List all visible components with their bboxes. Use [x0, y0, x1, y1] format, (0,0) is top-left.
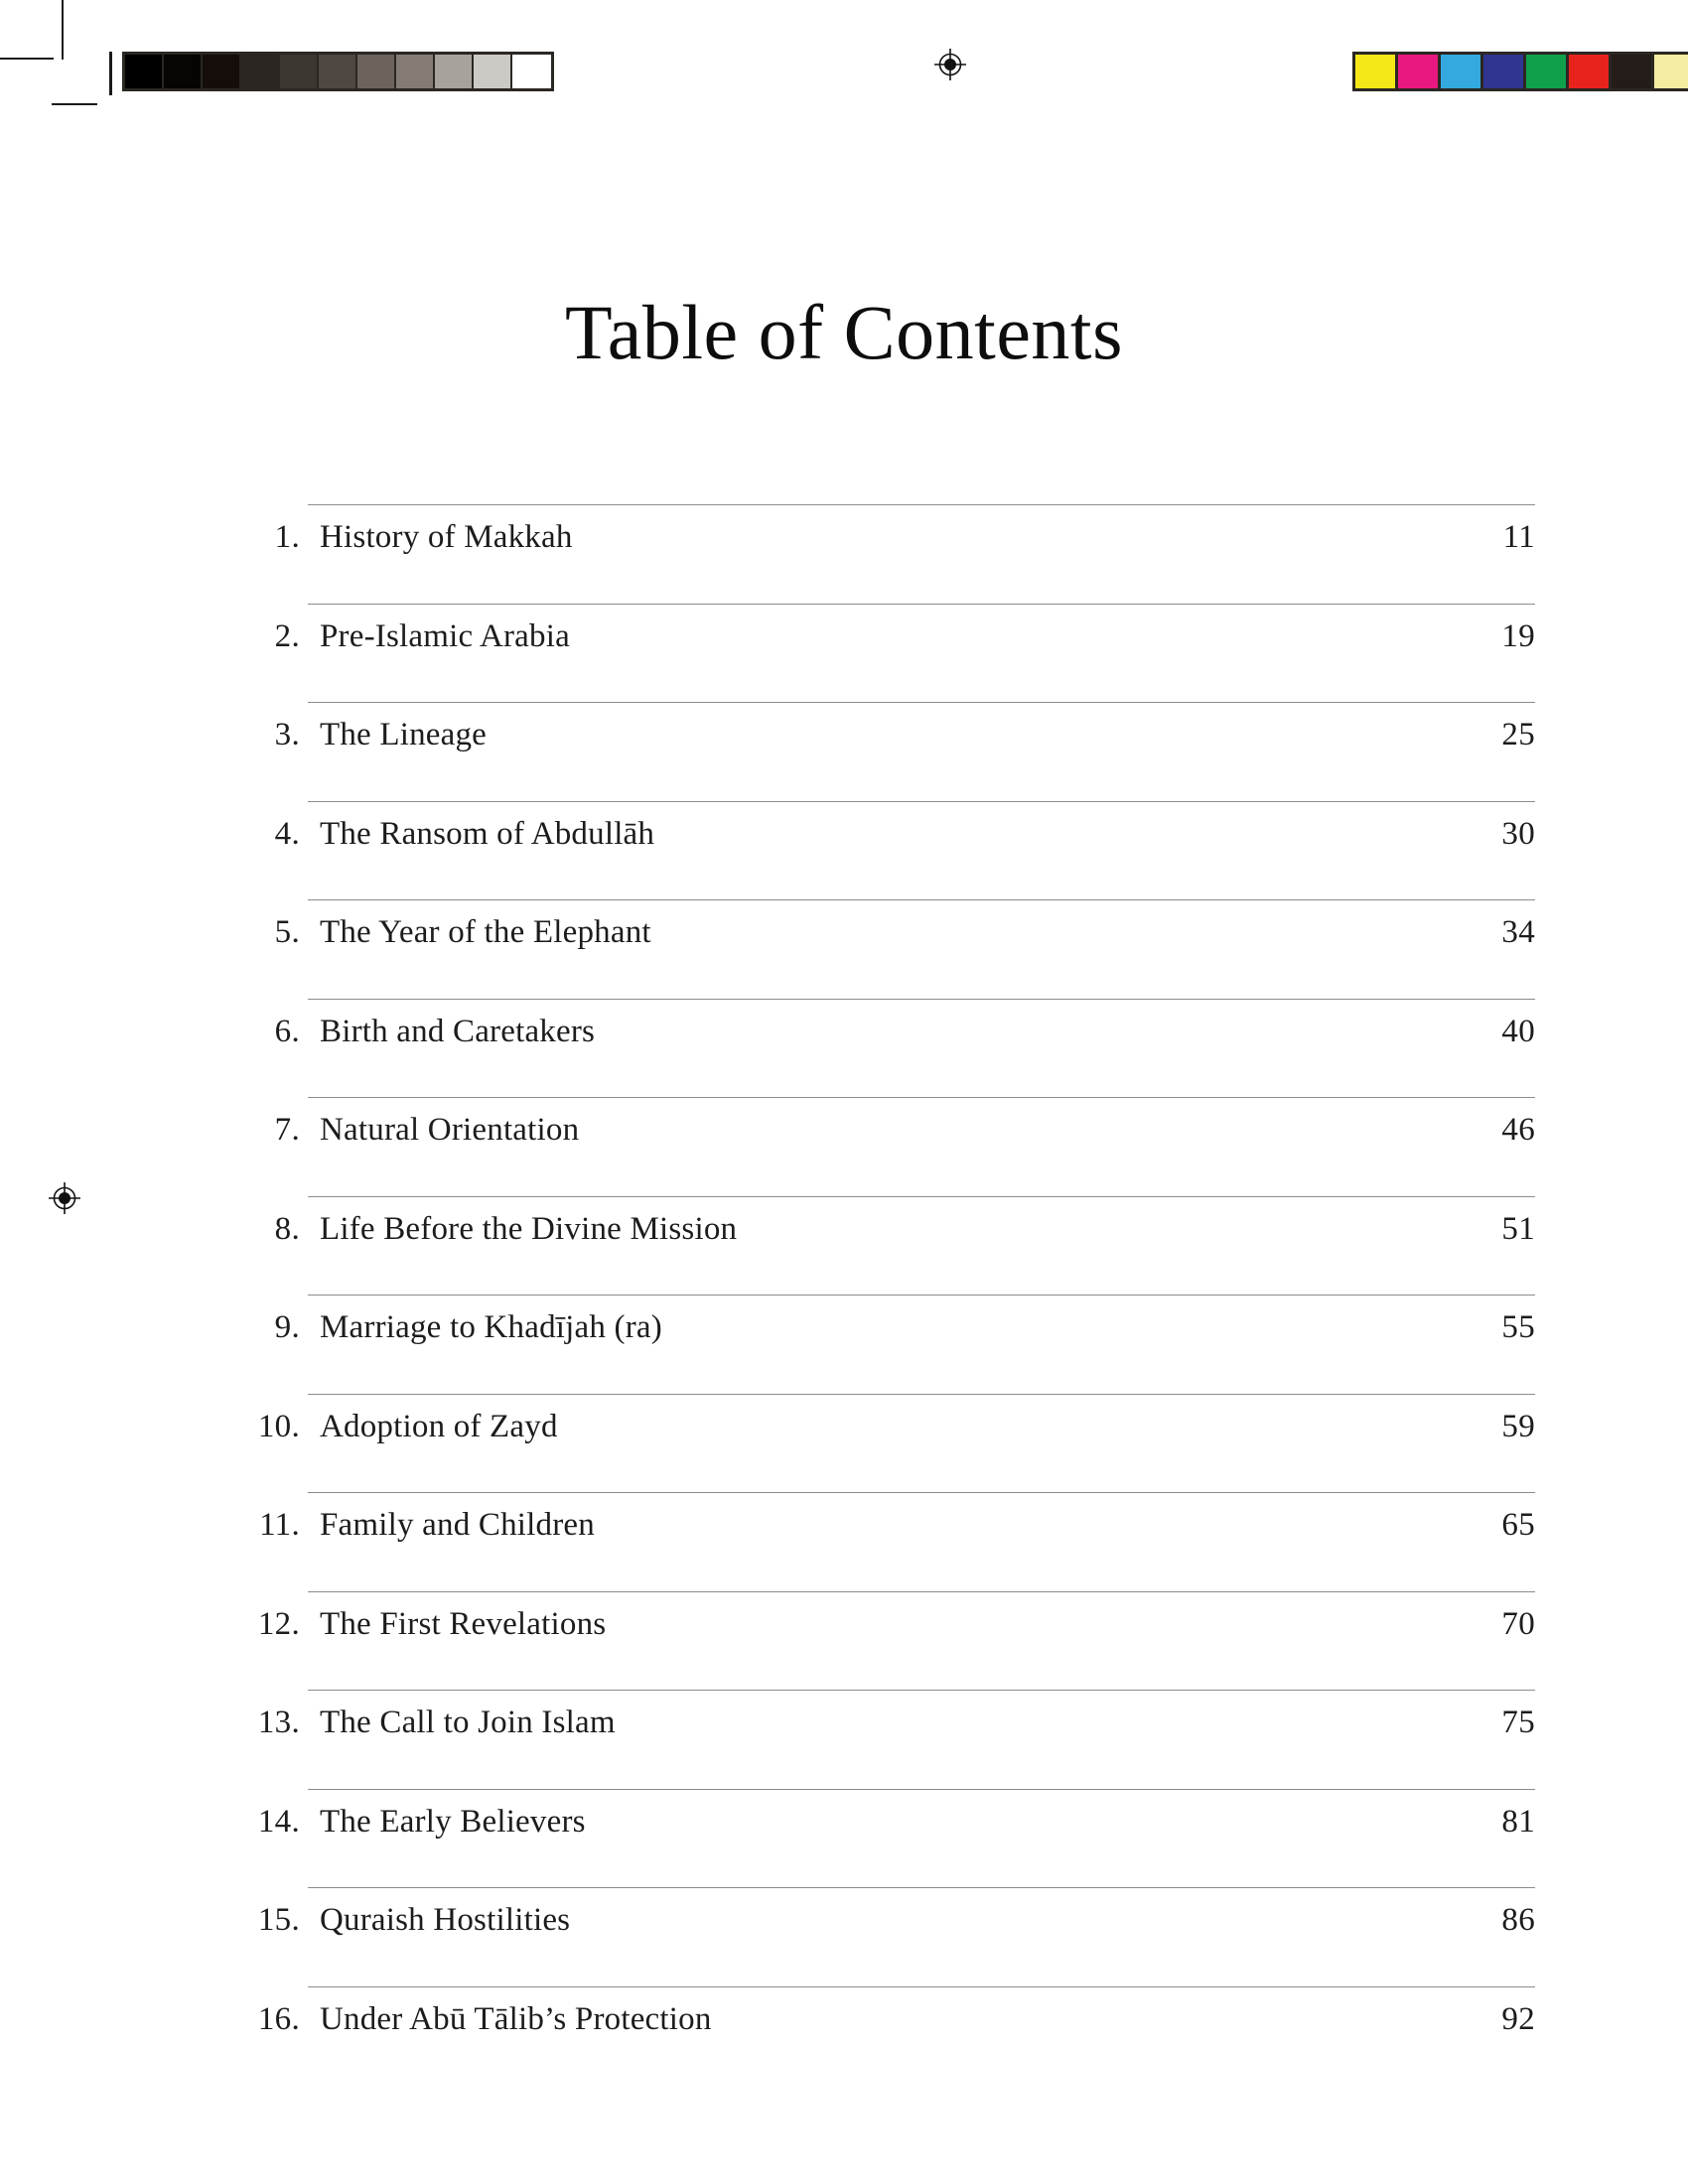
toc-entry-rule: [308, 1789, 1535, 1790]
color-swatch-7: [1612, 55, 1654, 88]
color-swatch-2: [1398, 55, 1441, 88]
toc-entry-number: 11.: [259, 1507, 300, 1543]
crop-mark-horizontal-secondary: [52, 103, 97, 105]
color-swatch-5: [1526, 55, 1569, 88]
toc-entry-number: 14.: [257, 1803, 300, 1840]
toc-entry[interactable]: [234, 604, 1535, 703]
toc-entry-rule: [308, 801, 1535, 802]
grayscale-swatch-11: [512, 55, 551, 88]
toc-entry-rule: [308, 1887, 1535, 1888]
toc-entry[interactable]: [234, 1591, 1535, 1691]
toc-entry-rule: [308, 604, 1535, 605]
toc-entry[interactable]: [234, 1295, 1535, 1394]
toc-entry-page-number: 70: [1501, 1605, 1535, 1642]
toc-entry-title[interactable]: The Year of the Elephant: [320, 914, 651, 950]
toc-entry-number: 2.: [274, 617, 300, 654]
toc-entry-page-number: 30: [1501, 815, 1535, 852]
toc-entry[interactable]: [234, 1690, 1535, 1789]
color-swatch-4: [1483, 55, 1526, 88]
toc-entry-number: 10.: [257, 1408, 300, 1444]
toc-entry-row: [234, 1800, 1535, 1843]
toc-entry-page-number: 59: [1501, 1408, 1535, 1444]
toc-entry-rule: [308, 1196, 1535, 1197]
color-swatch-3: [1441, 55, 1483, 88]
page-title: Table of Contents: [565, 289, 1123, 376]
toc-entry-row: [234, 1701, 1535, 1744]
grayscale-swatch-9: [435, 55, 474, 88]
toc-entry[interactable]: [234, 504, 1535, 604]
toc-entry-number: 9.: [274, 1309, 300, 1345]
toc-entry-row: [234, 1602, 1535, 1646]
toc-entry-row: [234, 812, 1535, 856]
toc-entry[interactable]: [234, 1986, 1535, 2086]
toc-entry-page-number: 40: [1501, 1013, 1535, 1049]
toc-entry-page-number: 55: [1501, 1309, 1535, 1345]
toc-entry-page-number: 92: [1501, 2000, 1535, 2037]
toc-entry-title[interactable]: The Early Believers: [320, 1803, 586, 1840]
crop-mark-vertical: [62, 0, 64, 60]
grayscale-swatch-4: [241, 55, 280, 88]
registration-target-top-icon: [933, 48, 967, 81]
toc-entry-number: 3.: [274, 717, 300, 752]
toc-entry-page-number: 34: [1501, 914, 1535, 950]
toc-entry-rule: [308, 1394, 1535, 1395]
toc-entry-row: [234, 1997, 1535, 2041]
toc-entry-page-number: 11: [1502, 519, 1535, 555]
toc-entry-row: [234, 1898, 1535, 1942]
grayscale-swatch-7: [357, 55, 396, 88]
toc-entry-number: 6.: [274, 1013, 300, 1049]
toc-entry[interactable]: [234, 999, 1535, 1098]
toc-entry[interactable]: [234, 1492, 1535, 1591]
toc-entry-row: [234, 1405, 1535, 1448]
toc-entry-title[interactable]: Quraish Hostilities: [320, 1902, 571, 1938]
toc-entry-page-number: 75: [1501, 1705, 1535, 1740]
toc-entry-number: 15.: [257, 1902, 300, 1938]
toc-entry-number: 16.: [257, 2000, 300, 2037]
toc-entry-number: 12.: [257, 1605, 300, 1642]
toc-entry-row: [234, 1010, 1535, 1053]
toc-entry-title[interactable]: The Ransom of Abdullāh: [320, 815, 655, 852]
toc-entry-rule: [308, 504, 1535, 505]
toc-entry-title[interactable]: The First Revelations: [320, 1605, 607, 1642]
toc-entry-rule: [308, 1591, 1535, 1592]
toc-entry-title[interactable]: The Lineage: [320, 717, 488, 752]
toc-entry-row: [234, 1305, 1535, 1349]
cmyk-color-control-bar: [1352, 52, 1688, 91]
toc-entry-row: [234, 515, 1535, 559]
grayscale-swatch-10: [474, 55, 512, 88]
toc-entry[interactable]: [234, 702, 1535, 801]
grayscale-step-wedge: [122, 52, 554, 91]
toc-entry-number: 1.: [274, 519, 300, 555]
toc-entry-number: 13.: [257, 1705, 300, 1740]
toc-entry-rule: [308, 702, 1535, 703]
toc-entry[interactable]: [234, 801, 1535, 900]
toc-entry-title[interactable]: Pre-Islamic Arabia: [320, 617, 570, 654]
grayscale-swatch-3: [203, 55, 241, 88]
toc-entry-title[interactable]: Family and Children: [320, 1507, 595, 1543]
crop-mark-horizontal: [0, 58, 54, 60]
toc-entry-row: [234, 1207, 1535, 1251]
toc-entry-page-number: 65: [1501, 1507, 1535, 1543]
color-swatch-6: [1569, 55, 1612, 88]
crop-mark-bar: [109, 52, 112, 95]
toc-entry-number: 8.: [274, 1210, 300, 1247]
toc-entry-rule: [308, 899, 1535, 900]
toc-entry-page-number: 25: [1501, 717, 1535, 752]
color-swatch-1: [1355, 55, 1398, 88]
toc-entry-title[interactable]: History of Makkah: [320, 519, 573, 555]
toc-entry-page-number: 81: [1501, 1803, 1535, 1840]
toc-entry-title[interactable]: Natural Orientation: [320, 1112, 580, 1148]
toc-entry-rule: [308, 1492, 1535, 1493]
toc-entry-number: 5.: [274, 914, 300, 950]
toc-entry-title[interactable]: Birth and Caretakers: [320, 1013, 596, 1049]
toc-entry-number: 4.: [274, 815, 300, 852]
toc-entry-rule: [308, 1097, 1535, 1098]
toc-entry-title[interactable]: Adoption of Zayd: [320, 1408, 558, 1444]
toc-entry[interactable]: [234, 1394, 1535, 1493]
toc-entry-title[interactable]: Marriage to Khadījah (ra): [320, 1309, 662, 1345]
toc-entry-page-number: 86: [1501, 1902, 1535, 1938]
toc-entry-page-number: 51: [1501, 1210, 1535, 1247]
toc-entry[interactable]: [234, 1789, 1535, 1888]
toc-entry-page-number: 19: [1501, 617, 1535, 654]
toc-entry-row: [234, 614, 1535, 658]
grayscale-swatch-6: [319, 55, 357, 88]
toc-entry-row: [234, 713, 1535, 756]
toc-entry-row: [234, 1108, 1535, 1152]
toc-entry[interactable]: [234, 1196, 1535, 1296]
toc-entry[interactable]: [234, 1887, 1535, 1986]
table-of-contents-list: [234, 504, 1535, 2085]
grayscale-swatch-1: [125, 55, 164, 88]
color-swatch-8: [1654, 55, 1688, 88]
grayscale-swatch-8: [396, 55, 435, 88]
toc-entry-page-number: 46: [1501, 1112, 1535, 1148]
toc-entry-number: 7.: [274, 1112, 300, 1148]
toc-entry-rule: [308, 1295, 1535, 1296]
toc-entry[interactable]: [234, 899, 1535, 999]
toc-entry[interactable]: [234, 1097, 1535, 1196]
toc-entry-rule: [308, 1690, 1535, 1691]
toc-entry-title[interactable]: Under Abū Tālib’s Protection: [320, 2000, 712, 2037]
registration-target-left-icon: [48, 1181, 81, 1215]
grayscale-swatch-2: [164, 55, 203, 88]
grayscale-swatch-5: [280, 55, 319, 88]
toc-entry-rule: [308, 1986, 1535, 1987]
toc-entry-rule: [308, 999, 1535, 1000]
toc-entry-row: [234, 1503, 1535, 1547]
toc-entry-row: [234, 910, 1535, 954]
toc-entry-title[interactable]: The Call to Join Islam: [320, 1705, 616, 1740]
toc-entry-title[interactable]: Life Before the Divine Mission: [320, 1210, 738, 1247]
